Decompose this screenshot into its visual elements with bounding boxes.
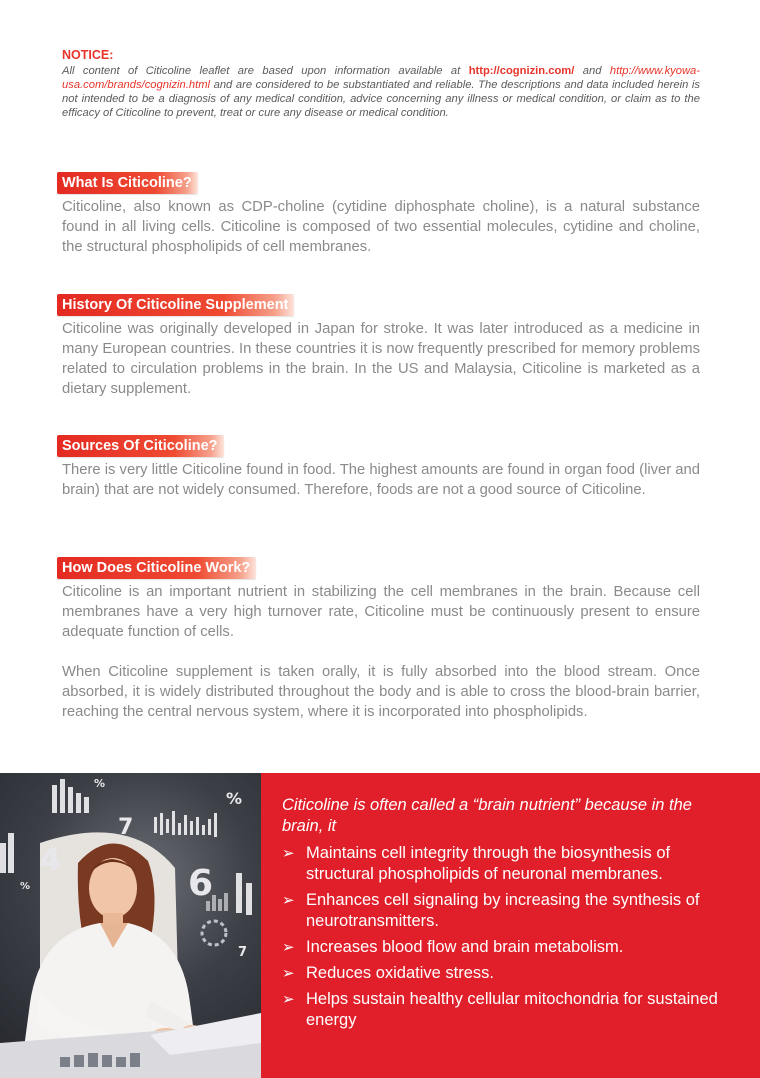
list-item — [282, 890, 722, 932]
benefits-list — [282, 843, 722, 1036]
benefits-panel — [261, 773, 760, 1078]
four-glyph: 4 — [40, 843, 61, 878]
cognizin-link[interactable]: http://cognizin.com/ — [468, 65, 575, 77]
kyowa-link[interactable]: http://www.kyowa-usa.com/brands/cognizin.html — [62, 65, 701, 91]
section-history — [62, 294, 700, 399]
section-heading: How Does Citicoline Work? — [57, 557, 256, 579]
section-heading: History Of Citicoline Supplement — [57, 294, 294, 316]
seven-glyph: 7 — [118, 815, 134, 840]
section-paragraph: Citicoline is an important nutrient in stabilizing the cell membranes in the brain. Because cell membranes have a very high turnover rate, Citicoline must be continuously present to ensure adequate function of cells. — [62, 584, 700, 640]
six-glyph: 6 — [188, 863, 214, 904]
notice-text-part-3: and are considered to be substantiated and reliable. The descriptions and data included herein is not intended to be a diagnosis of any medical condition, advice concerning any illness or medical condition, or claim as to the efficacy of Citicoline to prevent, treat or cure any disease or medical condition. — [62, 79, 700, 119]
brain-nutrient-banner — [0, 773, 760, 1078]
section-heading: What Is Citicoline? — [57, 172, 198, 194]
benefit-text: Reduces oxidative stress. — [306, 964, 495, 982]
arrow-bullet-icon: ➢ — [282, 892, 295, 909]
section-paragraph: Citicoline, also known as CDP-choline (cytidine diphosphate choline), is a natural substance found in all living cells. Citicoline is composed of two essential molecules, cytidine and choline, the structural phospholipids of cell membranes. — [62, 199, 700, 255]
benefit-text: Helps sustain healthy cellular mitochondria for sustained energy — [306, 990, 718, 1029]
woman-with-laptop-illustration — [0, 773, 261, 1078]
notice-title: NOTICE: — [62, 48, 114, 62]
section-how-works — [62, 557, 700, 722]
section-sources — [62, 435, 700, 500]
benefit-text: Increases blood flow and brain metabolism. — [306, 938, 624, 956]
arrow-bullet-icon: ➢ — [282, 845, 295, 862]
notice-block — [62, 48, 700, 120]
seven-glyph: 7 — [238, 945, 248, 960]
arrow-bullet-icon: ➢ — [282, 965, 295, 982]
benefits-intro: Citicoline is often called a “brain nutrient” because in the brain, it — [282, 796, 692, 835]
notice-text — [62, 64, 700, 120]
section-what-is — [62, 172, 700, 257]
notice-text-part-2: and — [574, 65, 610, 77]
arrow-bullet-icon: ➢ — [282, 939, 295, 956]
notice-text-part-1: All content of Citicoline leaflet are based upon information available at — [62, 65, 469, 77]
section-heading: Sources Of Citicoline? — [57, 435, 224, 457]
section-paragraph: Citicoline was originally developed in Japan for stroke. It was later introduced as a medicine in many European countries. In these countries it is now frequently prescribed for memory problems related to circulation problems in the brain. In the US and Malaysia, Citicoline is marketed as a dietary supplement. — [62, 321, 700, 397]
percent-glyph: % — [20, 881, 31, 892]
benefit-text: Maintains cell integrity through the biosynthesis of structural phospholipids of neuronal membranes. — [306, 844, 671, 883]
section-paragraph: When Citicoline supplement is taken orally, it is fully absorbed into the blood stream. Once absorbed, it is widely distributed throughout the body and is able to cross the blood-brain barrier, reaching the central nervous system, where it is incorporated into phospholipids. — [62, 664, 700, 720]
list-item — [282, 963, 722, 984]
percent-glyph: % — [94, 777, 106, 790]
percent-glyph: % — [226, 789, 243, 808]
list-item — [282, 843, 722, 885]
list-item — [282, 937, 722, 958]
arrow-bullet-icon: ➢ — [282, 991, 295, 1008]
list-item — [282, 989, 722, 1031]
section-paragraph: There is very little Citicoline found in food. The highest amounts are found in organ food (liver and brain) that are not widely consumed. Therefore, foods are not a good source of Citicoline. — [62, 462, 701, 498]
benefit-text: Enhances cell signaling by increasing the synthesis of neurotransmitters. — [306, 891, 700, 930]
